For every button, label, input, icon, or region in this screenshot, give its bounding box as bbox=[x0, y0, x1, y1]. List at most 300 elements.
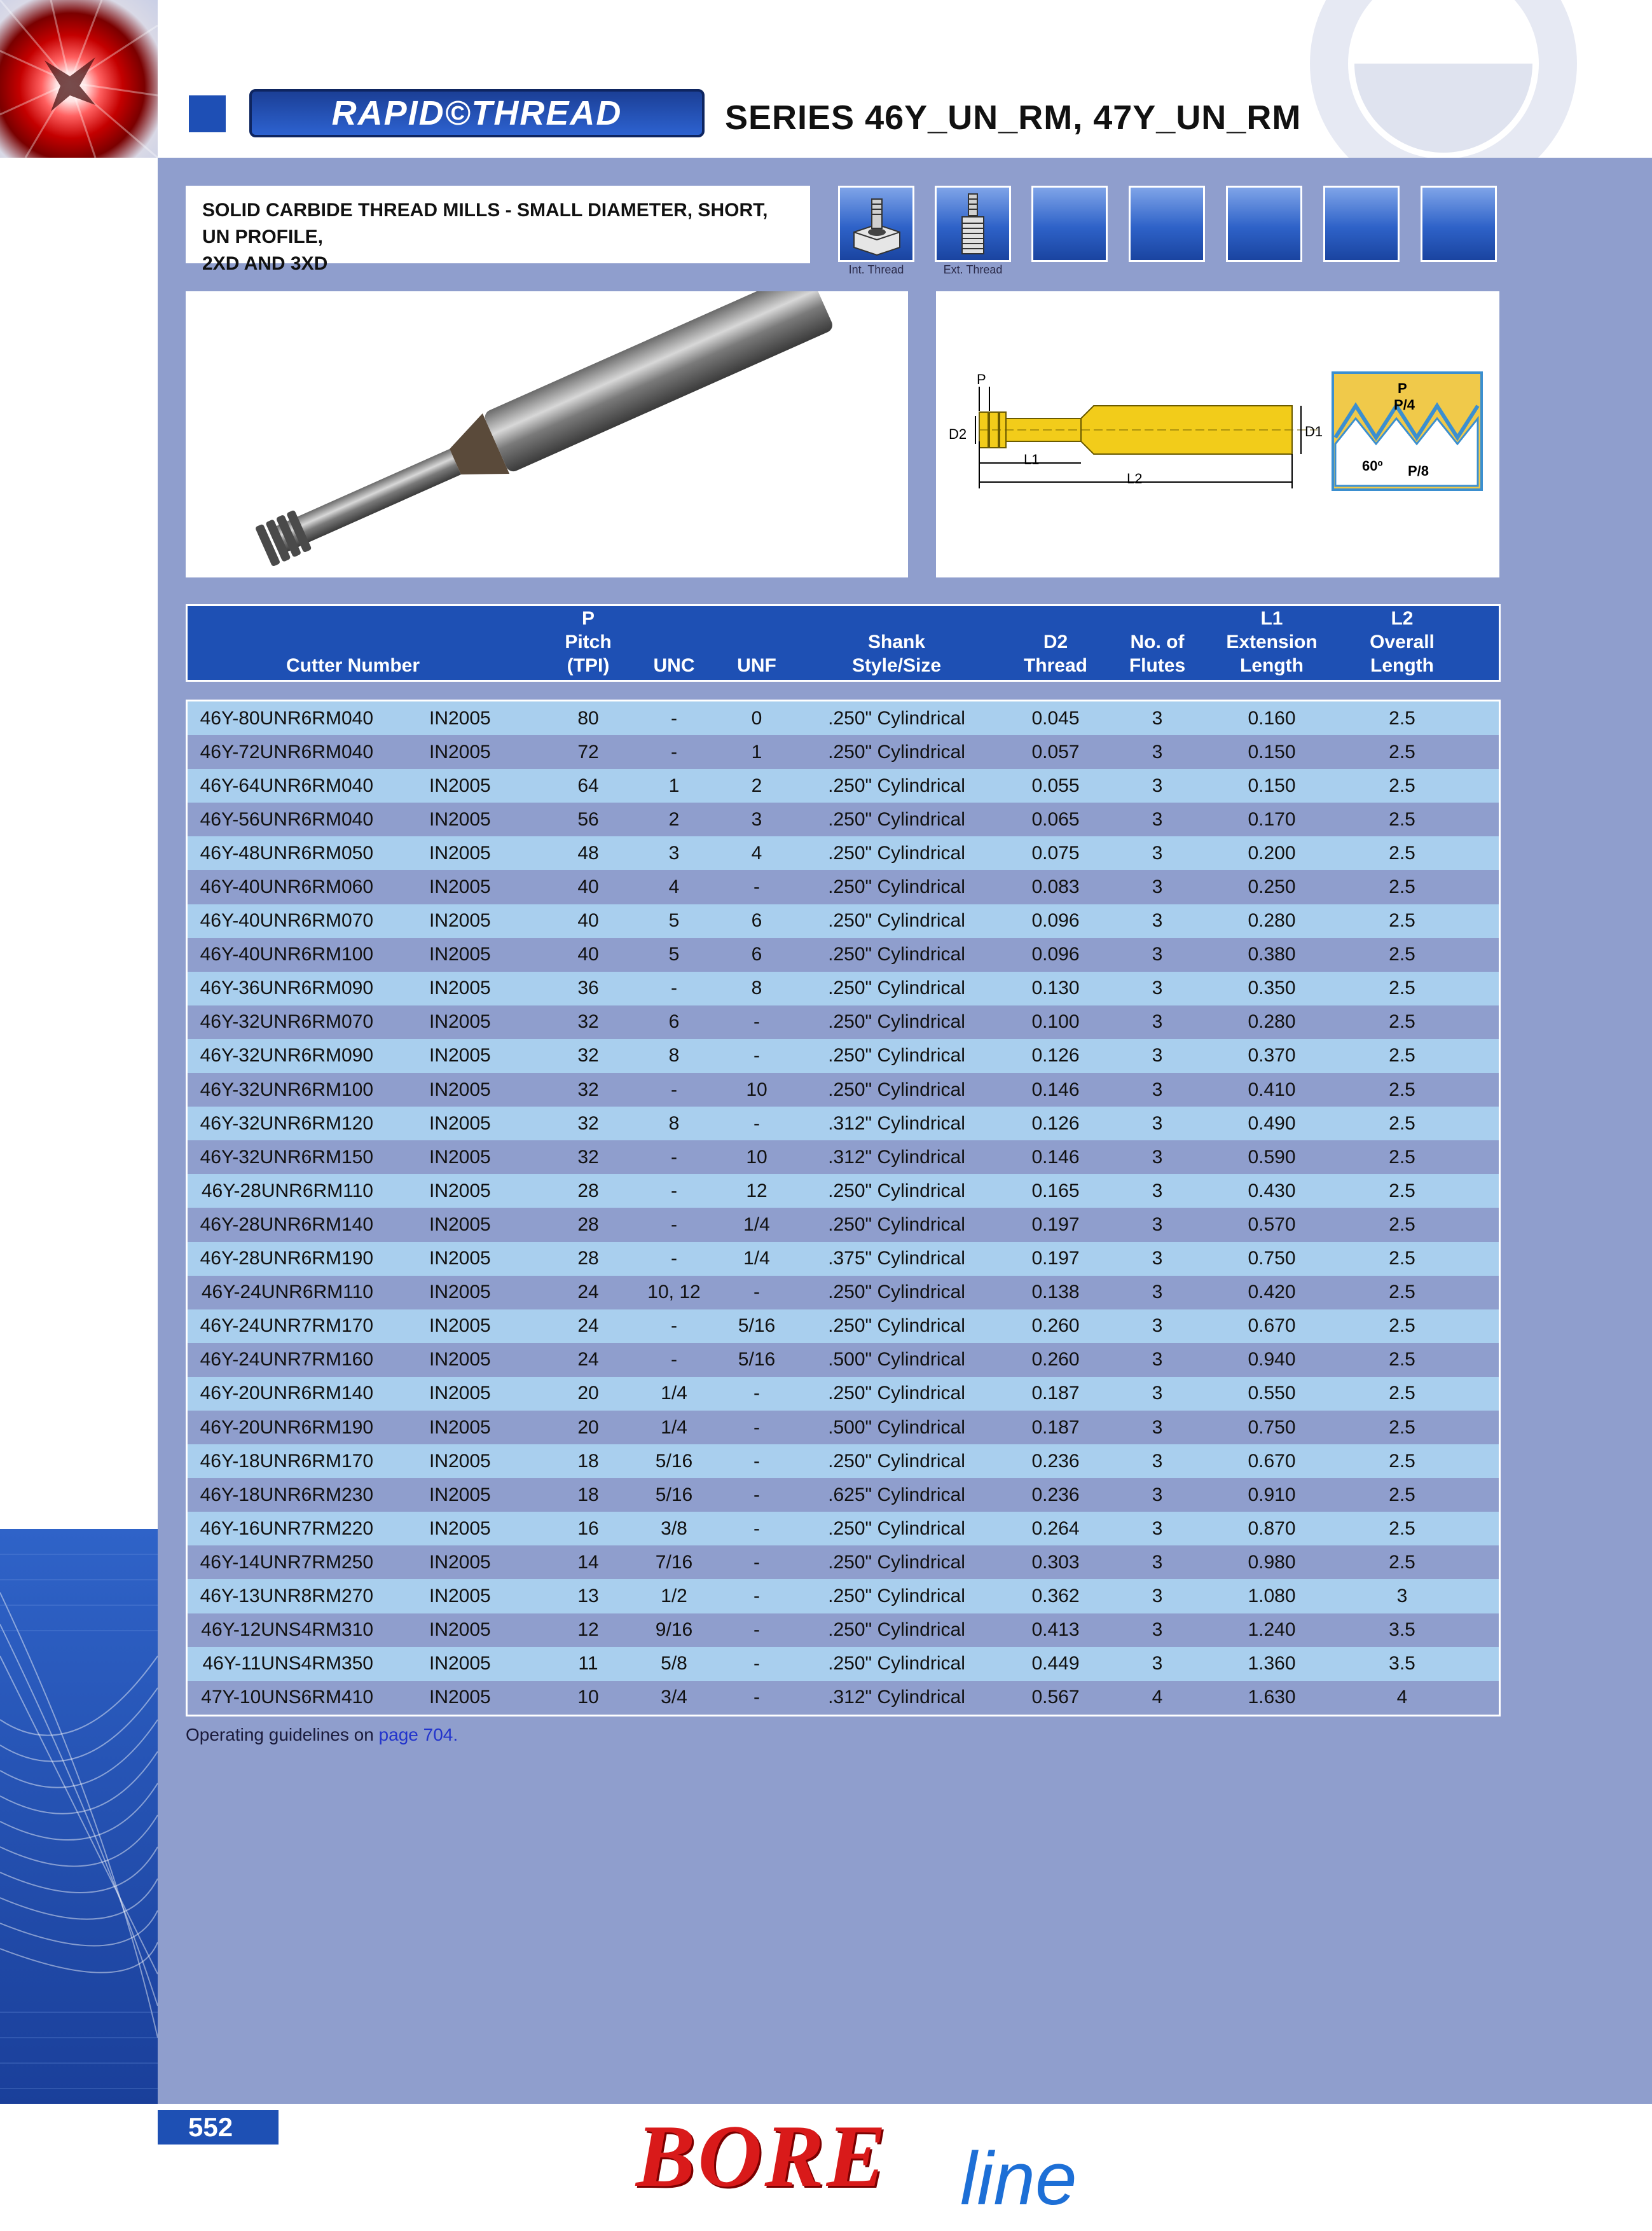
table-row bbox=[188, 972, 1499, 1005]
header-flutes bbox=[1097, 607, 1218, 677]
header-pitch-line: Pitch bbox=[565, 632, 612, 653]
cell-l1-extension: 0.980 bbox=[1248, 1551, 1296, 1573]
cell-shank: .250" Cylindrical bbox=[828, 944, 965, 965]
header-flutes-line: No. of bbox=[1130, 632, 1185, 653]
cell-l2-overall: 2.5 bbox=[1389, 775, 1415, 796]
cell-grade: IN2005 bbox=[429, 1585, 491, 1606]
header-flutes-line bbox=[1097, 607, 1218, 630]
cell-flutes: 3 bbox=[1152, 1551, 1163, 1573]
empty-icon-tile bbox=[1323, 186, 1400, 262]
cell-flutes: 3 bbox=[1152, 1416, 1163, 1438]
cell-d2-thread: 0.413 bbox=[1031, 1619, 1080, 1641]
profile-p4-label: P/4 bbox=[1394, 397, 1415, 413]
cell-l1-extension: 0.670 bbox=[1248, 1315, 1296, 1337]
cell-cutter-number: 46Y-11UNS4RM350 bbox=[202, 1653, 373, 1675]
cell-flutes: 3 bbox=[1152, 977, 1163, 999]
cell-flutes: 3 bbox=[1152, 944, 1163, 965]
cell-shank: .250" Cylindrical bbox=[828, 1383, 965, 1404]
cell-pitch: 11 bbox=[578, 1653, 598, 1675]
cell-unc: 3/4 bbox=[661, 1687, 687, 1708]
cell-shank: .250" Cylindrical bbox=[828, 910, 965, 932]
cell-l1-extension: 1.630 bbox=[1248, 1687, 1296, 1708]
cell-d2-thread: 0.303 bbox=[1031, 1551, 1080, 1573]
cell-pitch: 14 bbox=[577, 1551, 599, 1573]
cell-unc: 5/8 bbox=[661, 1653, 687, 1675]
table-row bbox=[188, 1579, 1499, 1613]
cell-l2-overall: 2.5 bbox=[1389, 1045, 1415, 1067]
cell-l1-extension: 0.280 bbox=[1248, 1011, 1296, 1033]
page-number: 552 bbox=[158, 2110, 279, 2145]
product-photo bbox=[186, 291, 908, 577]
cell-shank: .250" Cylindrical bbox=[828, 1045, 965, 1067]
cell-l1-extension: 0.150 bbox=[1248, 775, 1296, 796]
cell-grade: IN2005 bbox=[429, 944, 491, 965]
cell-d2-thread: 0.197 bbox=[1031, 1213, 1080, 1235]
cell-flutes: 3 bbox=[1152, 1180, 1163, 1201]
cell-unc: 3 bbox=[668, 842, 680, 864]
empty-icon-tile bbox=[1421, 186, 1497, 262]
cell-unc: - bbox=[671, 1248, 677, 1269]
cell-shank: .312" Cylindrical bbox=[828, 1112, 965, 1134]
cell-d2-thread: 0.057 bbox=[1031, 741, 1080, 763]
cell-l2-overall: 4 bbox=[1396, 1687, 1408, 1708]
cell-grade: IN2005 bbox=[429, 775, 491, 796]
cell-pitch: 12 bbox=[577, 1619, 599, 1641]
cell-flutes: 4 bbox=[1152, 1687, 1163, 1708]
header-unc bbox=[633, 607, 715, 677]
cell-unf: 8 bbox=[751, 977, 762, 999]
cell-unf: 1/4 bbox=[743, 1213, 770, 1235]
cell-unc: 1 bbox=[668, 775, 680, 796]
cell-unc: 4 bbox=[668, 876, 680, 898]
cell-grade: IN2005 bbox=[429, 1180, 491, 1201]
cell-unc: 5 bbox=[668, 944, 680, 965]
cell-d2-thread: 0.449 bbox=[1031, 1653, 1080, 1675]
cell-grade: IN2005 bbox=[429, 1045, 491, 1067]
cell-l1-extension: 0.250 bbox=[1248, 876, 1296, 898]
cell-cutter-number: 46Y-12UNS4RM310 bbox=[201, 1619, 373, 1641]
cell-pitch: 32 bbox=[577, 1112, 599, 1134]
cell-grade: IN2005 bbox=[429, 1079, 491, 1100]
cell-pitch: 10 bbox=[577, 1687, 599, 1708]
cell-cutter-number: 46Y-13UNR8RM270 bbox=[200, 1585, 373, 1606]
header-unf bbox=[715, 607, 798, 677]
left-decoration-strip bbox=[0, 1529, 158, 2104]
cell-l2-overall: 2.5 bbox=[1389, 1213, 1415, 1235]
cell-unc: 10, 12 bbox=[647, 1281, 701, 1303]
cell-flutes: 3 bbox=[1152, 1484, 1163, 1505]
cell-pitch: 64 bbox=[577, 775, 599, 796]
cell-pitch: 18 bbox=[577, 1450, 599, 1472]
cell-l1-extension: 1.240 bbox=[1248, 1619, 1296, 1641]
cell-l2-overall: 2.5 bbox=[1389, 1349, 1415, 1371]
cell-unf: 6 bbox=[751, 944, 762, 965]
cell-l2-overall: 3 bbox=[1396, 1585, 1408, 1606]
header-pitch-line: (TPI) bbox=[567, 655, 610, 676]
top-right-decoration bbox=[1284, 0, 1652, 158]
empty-icon-tile bbox=[1031, 186, 1108, 262]
cell-d2-thread: 0.126 bbox=[1031, 1045, 1080, 1067]
cell-cutter-number: 46Y-32UNR6RM100 bbox=[200, 1079, 373, 1100]
cell-pitch: 24 bbox=[577, 1315, 599, 1337]
cell-unc: 8 bbox=[668, 1045, 680, 1067]
cell-unf: 4 bbox=[751, 842, 762, 864]
footnote-text: Operating guidelines on bbox=[186, 1725, 379, 1744]
cell-unf: - bbox=[754, 1517, 760, 1539]
cell-d2-thread: 0.100 bbox=[1031, 1011, 1080, 1033]
cell-l1-extension: 0.200 bbox=[1248, 842, 1296, 864]
header-pitch-line: P bbox=[581, 608, 595, 629]
cell-cutter-number: 46Y-40UNR6RM070 bbox=[200, 910, 373, 932]
cell-flutes: 3 bbox=[1152, 1011, 1163, 1033]
cell-l2-overall: 2.5 bbox=[1389, 1450, 1415, 1472]
cell-shank: .250" Cylindrical bbox=[828, 1517, 965, 1539]
cell-pitch: 18 bbox=[577, 1484, 599, 1505]
cell-grade: IN2005 bbox=[429, 808, 491, 830]
cell-cutter-number: 46Y-28UNR6RM110 bbox=[201, 1180, 373, 1201]
cell-flutes: 3 bbox=[1152, 1146, 1163, 1168]
series-title: SERIES 46Y_UN_RM, 47Y_UN_RM bbox=[725, 99, 1302, 137]
header-d2-line: D2 bbox=[1043, 632, 1068, 653]
cell-cutter-number: 46Y-20UNR6RM140 bbox=[200, 1383, 373, 1404]
table-row bbox=[188, 1512, 1499, 1545]
cell-pitch: 36 bbox=[577, 977, 599, 999]
cell-flutes: 3 bbox=[1152, 1045, 1163, 1067]
cell-l2-overall: 3.5 bbox=[1389, 1619, 1415, 1641]
cell-d2-thread: 0.065 bbox=[1031, 808, 1080, 830]
table-row bbox=[188, 1208, 1499, 1241]
cell-l2-overall: 2.5 bbox=[1389, 910, 1415, 932]
cell-d2-thread: 0.096 bbox=[1031, 910, 1080, 932]
header-l2-line: Length bbox=[1370, 655, 1434, 676]
p-dimension-label: P bbox=[977, 371, 986, 387]
cell-flutes: 3 bbox=[1152, 1349, 1163, 1371]
cell-l1-extension: 0.590 bbox=[1248, 1146, 1296, 1168]
table-row bbox=[188, 1343, 1499, 1377]
cell-pitch: 28 bbox=[577, 1180, 599, 1201]
cell-grade: IN2005 bbox=[429, 910, 491, 932]
l2-dimension-label: L2 bbox=[1127, 471, 1143, 487]
table-row bbox=[188, 701, 1499, 735]
cell-l1-extension: 0.940 bbox=[1248, 1349, 1296, 1371]
cell-l1-extension: 0.280 bbox=[1248, 910, 1296, 932]
table-row bbox=[188, 1545, 1499, 1579]
cell-cutter-number: 46Y-32UNR6RM120 bbox=[200, 1112, 373, 1134]
cell-l1-extension: 0.350 bbox=[1248, 977, 1296, 999]
cell-unc: 5/16 bbox=[655, 1450, 693, 1472]
profile-p8-label: P/8 bbox=[1408, 463, 1429, 479]
cell-cutter-number: 46Y-64UNR6RM040 bbox=[200, 775, 373, 796]
cell-l1-extension: 0.670 bbox=[1248, 1450, 1296, 1472]
cell-d2-thread: 0.362 bbox=[1031, 1585, 1080, 1606]
cell-l2-overall: 2.5 bbox=[1389, 876, 1415, 898]
cell-cutter-number: 46Y-32UNR6RM090 bbox=[200, 1045, 373, 1067]
header-shank-line: Shank bbox=[867, 632, 926, 653]
profile-angle-label: 60º bbox=[1362, 458, 1383, 474]
cell-l1-extension: 0.750 bbox=[1248, 1248, 1296, 1269]
cell-flutes: 3 bbox=[1152, 707, 1163, 729]
cell-l1-extension: 0.410 bbox=[1248, 1079, 1296, 1100]
l1-dimension-label: L1 bbox=[1024, 452, 1040, 467]
header-l1-line: Extension bbox=[1226, 632, 1318, 653]
cell-unc: - bbox=[671, 977, 677, 999]
header-d2-line: Thread bbox=[1023, 655, 1088, 676]
cell-shank: .250" Cylindrical bbox=[828, 1281, 965, 1303]
description-line-2: 2XD AND 3XD bbox=[202, 253, 328, 274]
cell-cutter-number: 46Y-28UNR6RM140 bbox=[200, 1213, 373, 1235]
description-line-1: SOLID CARBIDE THREAD MILLS - SMALL DIAMETER, SHORT, UN PROFILE, bbox=[202, 200, 768, 247]
header-cutter bbox=[226, 607, 480, 677]
cell-unf: 3 bbox=[751, 808, 762, 830]
cell-shank: .250" Cylindrical bbox=[828, 1315, 965, 1337]
thread-mill-diagram bbox=[936, 291, 1499, 577]
header-unc-line bbox=[633, 630, 715, 654]
cell-unc: - bbox=[671, 741, 677, 763]
table-row bbox=[188, 1681, 1499, 1715]
cell-shank: .250" Cylindrical bbox=[828, 1551, 965, 1573]
cell-unf: - bbox=[754, 1416, 760, 1438]
cell-shank: .250" Cylindrical bbox=[828, 1619, 965, 1641]
cell-grade: IN2005 bbox=[429, 1450, 491, 1472]
cell-unc: - bbox=[671, 1213, 677, 1235]
cell-unc: 2 bbox=[668, 808, 680, 830]
title-marker bbox=[189, 95, 226, 132]
cell-shank: .250" Cylindrical bbox=[828, 876, 965, 898]
cell-cutter-number: 46Y-48UNR6RM050 bbox=[200, 842, 373, 864]
cell-d2-thread: 0.260 bbox=[1031, 1349, 1080, 1371]
cell-d2-thread: 0.130 bbox=[1031, 977, 1080, 999]
table-row bbox=[188, 1140, 1499, 1174]
cell-l2-overall: 2.5 bbox=[1389, 1180, 1415, 1201]
cell-d2-thread: 0.055 bbox=[1031, 775, 1080, 796]
cell-unf: 5/16 bbox=[738, 1315, 776, 1337]
cell-grade: IN2005 bbox=[429, 707, 491, 729]
table-row bbox=[188, 735, 1499, 769]
brand-bore: BORE bbox=[636, 2107, 889, 2206]
cell-shank: .375" Cylindrical bbox=[828, 1248, 965, 1269]
cell-pitch: 16 bbox=[577, 1517, 599, 1539]
cell-unc: - bbox=[671, 1349, 677, 1371]
cell-flutes: 3 bbox=[1152, 876, 1163, 898]
header-unf-line: UNF bbox=[737, 655, 776, 676]
cell-unf: - bbox=[754, 1011, 760, 1033]
cell-flutes: 3 bbox=[1152, 1517, 1163, 1539]
cell-l1-extension: 0.570 bbox=[1248, 1213, 1296, 1235]
cell-l1-extension: 1.360 bbox=[1248, 1653, 1296, 1675]
cell-pitch: 56 bbox=[577, 808, 599, 830]
cell-unf: - bbox=[754, 1551, 760, 1573]
cell-unc: 8 bbox=[668, 1112, 680, 1134]
cell-grade: IN2005 bbox=[429, 1619, 491, 1641]
cell-d2-thread: 0.236 bbox=[1031, 1484, 1080, 1505]
product-description bbox=[186, 186, 810, 274]
empty-icon-tile bbox=[1226, 186, 1302, 262]
cell-shank: .312" Cylindrical bbox=[828, 1146, 965, 1168]
external-thread-icon bbox=[935, 186, 1011, 262]
cell-unf: - bbox=[754, 1450, 760, 1472]
cell-grade: IN2005 bbox=[429, 1551, 491, 1573]
cell-pitch: 24 bbox=[577, 1281, 599, 1303]
cell-l1-extension: 0.380 bbox=[1248, 944, 1296, 965]
cell-shank: .250" Cylindrical bbox=[828, 741, 965, 763]
cell-unc: - bbox=[671, 1079, 677, 1100]
cell-shank: .250" Cylindrical bbox=[828, 707, 965, 729]
cell-grade: IN2005 bbox=[429, 1213, 491, 1235]
corner-decoration-image bbox=[0, 0, 158, 158]
header-l2-line: Overall bbox=[1370, 632, 1435, 653]
cell-d2-thread: 0.075 bbox=[1031, 842, 1080, 864]
cell-cutter-number: 46Y-32UNR6RM070 bbox=[200, 1011, 373, 1033]
cell-grade: IN2005 bbox=[429, 1112, 491, 1134]
cell-shank: .250" Cylindrical bbox=[828, 1213, 965, 1235]
cell-l1-extension: 0.420 bbox=[1248, 1281, 1296, 1303]
cell-l2-overall: 3.5 bbox=[1389, 1653, 1415, 1675]
cell-unf: 2 bbox=[751, 775, 762, 796]
table-row bbox=[188, 769, 1499, 803]
cell-flutes: 3 bbox=[1152, 1383, 1163, 1404]
cell-grade: IN2005 bbox=[429, 1281, 491, 1303]
header-unc-line bbox=[633, 607, 715, 630]
cell-unc: 1/2 bbox=[661, 1585, 687, 1606]
cell-pitch: 48 bbox=[577, 842, 599, 864]
cell-grade: IN2005 bbox=[429, 1517, 491, 1539]
cell-unc: 9/16 bbox=[655, 1619, 693, 1641]
cell-cutter-number: 46Y-72UNR6RM040 bbox=[200, 741, 373, 763]
cell-cutter-number: 46Y-18UNR6RM170 bbox=[200, 1450, 373, 1472]
specifications-table bbox=[186, 604, 1501, 1716]
cell-l2-overall: 2.5 bbox=[1389, 944, 1415, 965]
cell-pitch: 20 bbox=[577, 1416, 599, 1438]
table-row bbox=[188, 938, 1499, 972]
cell-grade: IN2005 bbox=[429, 1653, 491, 1675]
cell-cutter-number: 46Y-40UNR6RM060 bbox=[200, 876, 373, 898]
cell-l2-overall: 2.5 bbox=[1389, 741, 1415, 763]
cell-cutter-number: 46Y-24UNR7RM170 bbox=[200, 1315, 373, 1337]
cell-pitch: 28 bbox=[577, 1213, 599, 1235]
header-pitch bbox=[544, 607, 633, 677]
cell-unc: 7/16 bbox=[655, 1551, 693, 1573]
cell-grade: IN2005 bbox=[429, 1315, 491, 1337]
cell-l2-overall: 2.5 bbox=[1389, 1551, 1415, 1573]
cell-pitch: 32 bbox=[577, 1079, 599, 1100]
cell-cutter-number: 46Y-18UNR6RM230 bbox=[200, 1484, 373, 1505]
table-row bbox=[188, 1005, 1499, 1039]
cell-d2-thread: 0.083 bbox=[1031, 876, 1080, 898]
d1-dimension-label: D1 bbox=[1305, 424, 1323, 439]
cell-unf: - bbox=[754, 1653, 760, 1675]
cell-grade: IN2005 bbox=[429, 1383, 491, 1404]
table-row bbox=[188, 803, 1499, 836]
header-l2 bbox=[1351, 607, 1453, 677]
cell-shank: .250" Cylindrical bbox=[828, 808, 965, 830]
cell-d2-thread: 0.187 bbox=[1031, 1383, 1080, 1404]
cell-cutter-number: 46Y-32UNR6RM150 bbox=[200, 1146, 373, 1168]
cell-cutter-number: 46Y-20UNR6RM190 bbox=[200, 1416, 373, 1438]
cell-unc: - bbox=[671, 1180, 677, 1201]
cell-shank: .500" Cylindrical bbox=[828, 1416, 965, 1438]
cell-shank: .250" Cylindrical bbox=[828, 775, 965, 796]
cell-unf: 0 bbox=[751, 707, 762, 729]
cell-grade: IN2005 bbox=[429, 1484, 491, 1505]
cell-l1-extension: 0.870 bbox=[1248, 1517, 1296, 1539]
cell-unc: - bbox=[671, 1315, 677, 1337]
table-row bbox=[188, 1377, 1499, 1411]
cell-l2-overall: 2.5 bbox=[1389, 707, 1415, 729]
cell-l2-overall: 2.5 bbox=[1389, 1146, 1415, 1168]
cell-unf: - bbox=[754, 1687, 760, 1708]
cell-unc: - bbox=[671, 1146, 677, 1168]
cell-pitch: 32 bbox=[577, 1011, 599, 1033]
cell-grade: IN2005 bbox=[429, 1248, 491, 1269]
header-unc-line: UNC bbox=[653, 655, 695, 676]
cell-l2-overall: 2.5 bbox=[1389, 1517, 1415, 1539]
cell-unf: - bbox=[754, 1484, 760, 1505]
cell-l2-overall: 2.5 bbox=[1389, 1281, 1415, 1303]
cell-pitch: 40 bbox=[577, 910, 599, 932]
table-row bbox=[188, 1444, 1499, 1478]
cell-cutter-number: 46Y-28UNR6RM190 bbox=[200, 1248, 373, 1269]
header-l1-line: Length bbox=[1240, 655, 1304, 676]
cell-shank: .250" Cylindrical bbox=[828, 1011, 965, 1033]
page-704-link[interactable]: page 704. bbox=[378, 1725, 458, 1744]
table-row bbox=[188, 1309, 1499, 1343]
cell-shank: .250" Cylindrical bbox=[828, 842, 965, 864]
table-header bbox=[186, 604, 1501, 682]
cell-unf: - bbox=[754, 1045, 760, 1067]
cell-unf: 6 bbox=[751, 910, 762, 932]
cell-unf: - bbox=[754, 1619, 760, 1641]
cell-unc: 3/8 bbox=[661, 1517, 687, 1539]
cell-pitch: 32 bbox=[577, 1045, 599, 1067]
ext-thread-caption: Ext. Thread bbox=[943, 263, 1003, 276]
cell-l1-extension: 0.150 bbox=[1248, 741, 1296, 763]
cell-grade: IN2005 bbox=[429, 741, 491, 763]
cell-grade: IN2005 bbox=[429, 1011, 491, 1033]
cell-pitch: 20 bbox=[577, 1383, 599, 1404]
cell-shank: .250" Cylindrical bbox=[828, 1653, 965, 1675]
cell-d2-thread: 0.146 bbox=[1031, 1079, 1080, 1100]
header-cutter-line: Cutter Number bbox=[286, 655, 420, 676]
cell-grade: IN2005 bbox=[429, 1349, 491, 1371]
cell-l1-extension: 1.080 bbox=[1248, 1585, 1296, 1606]
cell-flutes: 3 bbox=[1152, 1079, 1163, 1100]
table-row bbox=[188, 1073, 1499, 1107]
table-row bbox=[188, 1039, 1499, 1073]
cell-d2-thread: 0.096 bbox=[1031, 944, 1080, 965]
cell-unc: 5/16 bbox=[655, 1484, 693, 1505]
cell-flutes: 3 bbox=[1152, 1112, 1163, 1134]
cell-cutter-number: 46Y-16UNR7RM220 bbox=[200, 1517, 373, 1539]
operating-guidelines-note bbox=[186, 1725, 458, 1745]
cell-unf: 10 bbox=[746, 1079, 767, 1100]
cell-pitch: 32 bbox=[577, 1146, 599, 1168]
table-row bbox=[188, 1411, 1499, 1444]
table-row bbox=[188, 1647, 1499, 1681]
cell-grade: IN2005 bbox=[429, 1416, 491, 1438]
cell-d2-thread: 0.138 bbox=[1031, 1281, 1080, 1303]
cell-d2-thread: 0.264 bbox=[1031, 1517, 1080, 1539]
cell-unf: 12 bbox=[746, 1180, 767, 1201]
cell-shank: .250" Cylindrical bbox=[828, 1079, 965, 1100]
cell-l1-extension: 0.430 bbox=[1248, 1180, 1296, 1201]
table-row bbox=[188, 904, 1499, 938]
table-row bbox=[188, 836, 1499, 870]
cell-l1-extension: 0.490 bbox=[1248, 1112, 1296, 1134]
cell-cutter-number: 46Y-14UNR7RM250 bbox=[200, 1551, 373, 1573]
cell-grade: IN2005 bbox=[429, 977, 491, 999]
cell-l2-overall: 2.5 bbox=[1389, 1484, 1415, 1505]
rapid-thread-logo: RAPID©THREAD bbox=[249, 89, 705, 137]
